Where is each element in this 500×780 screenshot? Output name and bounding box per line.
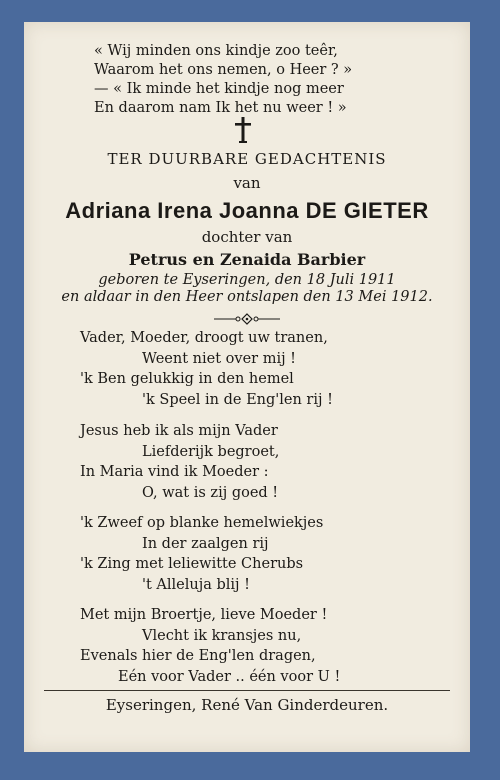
stanza-line: 't Alleluja blij !: [142, 576, 250, 593]
verse-line: « Wij minden ons kindje zoo teêr,: [94, 43, 338, 59]
stanza-2: [80, 421, 279, 503]
stanza-line: Weent niet over mij !: [142, 350, 297, 367]
stanza-line: 'k Zing met leliewitte Cherubs: [80, 556, 304, 572]
stanza-3: [80, 513, 323, 595]
verse-line: En daarom nam Ik het nu weer ! »: [94, 100, 347, 116]
stanza-line: In der zaalgen rij: [142, 535, 269, 552]
parents-names: Petrus en Zenaida Barbier: [128, 250, 366, 269]
stanza-line: 'k Zweef op blanke hemelwiekjes: [80, 515, 324, 531]
opening-verse: [94, 42, 352, 118]
van-label: van: [233, 174, 261, 192]
memorial-card: [24, 22, 470, 752]
latin-cross-icon: [233, 116, 253, 144]
stanza-line: Evenals hier de Eng'len dragen,: [80, 648, 316, 664]
death-line: en aldaar in den Heer ontslapen den 13 Mei 1912.: [61, 289, 433, 305]
ornament-divider-icon: [212, 312, 282, 326]
verse-line: Waarom het ons nemen, o Heer ? »: [94, 62, 353, 78]
stanza-line: Met mijn Broertje, lieve Moeder !: [80, 607, 328, 623]
stanza-line: O, wat is zij goed !: [142, 484, 279, 501]
memorial-heading: TER DUURBARE GEDACHTENIS: [107, 150, 387, 168]
stanza-line: Vader, Moeder, droogt uw tranen,: [80, 330, 328, 346]
stanza-line: Eén voor Vader .. één voor U !: [118, 668, 341, 685]
footer-divider: [44, 690, 450, 691]
stanza-line: Vlecht ik kransjes nu,: [142, 627, 302, 644]
stanza-line: Jesus heb ik als mijn Vader: [80, 423, 278, 439]
daughter-of-label: dochter van: [201, 228, 293, 246]
stanza-line: 'k Ben gelukkig in den hemel: [80, 371, 294, 387]
stanza-4: [80, 605, 340, 687]
stanza-line: Liefderijk begroet,: [142, 443, 280, 460]
stanza-1: [80, 328, 333, 410]
stanza-line: 'k Speel in de Eng'len rij !: [142, 391, 333, 408]
stanza-line: In Maria vind ik Moeder :: [80, 464, 269, 480]
printer-credit: Eyseringen, René Van Ginderdeuren.: [105, 696, 389, 714]
deceased-name: Adriana Irena Joanna DE GIETER: [65, 198, 429, 223]
verse-line: — « Ik minde het kindje nog meer: [94, 81, 344, 97]
birth-line: geboren te Eyseringen, den 18 Juli 1911: [98, 272, 396, 288]
